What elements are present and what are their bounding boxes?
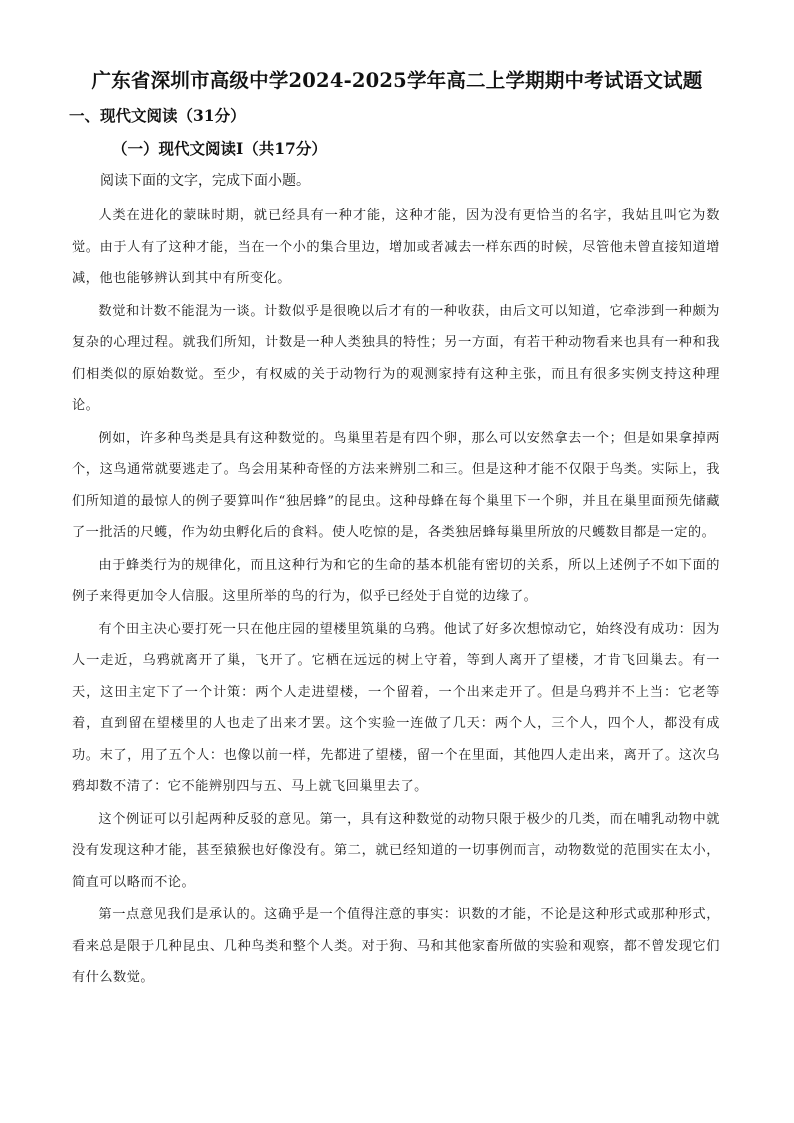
passage-paragraph-4: 由于蜂类行为的规律化，而且这种行为和它的生命的基本机能有密切的关系，所以上述例子不如下面的例子来得更加令人信服。这里所举的鸟的行为，似乎已经处于自觉的边缘了。: [72, 557, 720, 604]
sub-section-heading: （一）现代文阅读Ⅰ（共17分）: [112, 139, 327, 158]
passage-paragraph-6: 这个例证可以引起两种反驳的意见。第一，具有这种数觉的动物只限于极少的几类，而在哺乳动物中就没有发现这种才能，甚至猿猴也好像没有。第二，就已经知道的一切事例而言，动物数觉的范围实在太小，简直可以略而不论。: [72, 811, 720, 890]
document-title: 广东省深圳市高级中学2024-2025学年高二上学期期中考试语文试题: [91, 69, 703, 92]
passage-paragraph-5: 有个田主决心要打死一只在他庄园的望楼里筑巢的乌鸦。他试了好多次想惊动它，始终没有成功：因为人一走近，乌鸦就离开了巢，飞开了。它栖在远远的树上守着，等到人离开了望楼，才肯飞回巢去。有一天，这田主定下了一个计策：两个人走进望楼，一个留着，一个出来走开了。但是乌鸦并不上当：它老等着，直到留在望楼里的人也走了出来才罢。这个实验一连做了几天：两个人，三个人，四个人，都没有成功。末了，用了五个人：也像以前一样，先都进了望楼，留一个在里面，其他四人走出来，离开了。这次乌鸦却数不清了：它不能辨别四与五、马上就飞回巢里去了。: [72, 621, 720, 794]
passage-paragraph-7: 第一点意见我们是承认的。这确乎是一个值得注意的事实：识数的才能，不论是这种形式或那种形式，看来总是限于几种昆虫、几种鸟类和整个人类。对于狗、马和其他家畜所做的实验和观察，都不曾发现它们有什么数觉。: [72, 907, 720, 985]
reading-passage: [72, 200, 720, 995]
section-heading: 一、现代文阅读（31分）: [69, 106, 246, 125]
reading-instruction: 阅读下面的文字，完成下面小题。: [100, 173, 310, 189]
passage-paragraph-1: 人类在进化的蒙昧时期，就已经具有一种才能，这种才能，因为没有更恰当的名字，我姑且叫它为数觉。由于人有了这种才能，当在一个小的集合里边，增加或者减去一样东西的时候，尽管他未曾直接知道增减，他也能够辨认到其中有所变化。: [72, 208, 720, 286]
passage-paragraph-2: 数觉和计数不能混为一谈。计数似乎是很晚以后才有的一种收获，由后文可以知道，它牵涉到一种颇为复杂的心理过程。就我们所知，计数是一种人类独具的特性；另一方面，有若干种动物看来也具有一种和我们相类似的原始数觉。至少，有权威的关于动物行为的观测家持有这种主张，而且有很多实例支持这种理论。: [72, 303, 720, 413]
passage-paragraph-3: 例如，许多种鸟类是具有这种数觉的。鸟巢里若是有四个卵，那么可以安然拿去一个；但是如果拿掉两个，这鸟通常就要逃走了。鸟会用某种奇怪的方法来辨别二和三。但是这种才能不仅限于鸟类。实际上，我们所知道的最惊人的例子要算叫作“独居蜂”的昆虫。这种母蜂在每个巢里下一个卵，并且在巢里面预先储藏了一批活的尺蠖，作为幼虫孵化后的食料。使人吃惊的是，各类独居蜂每巢里所放的尺蠖数目都是一定的。: [72, 430, 720, 540]
